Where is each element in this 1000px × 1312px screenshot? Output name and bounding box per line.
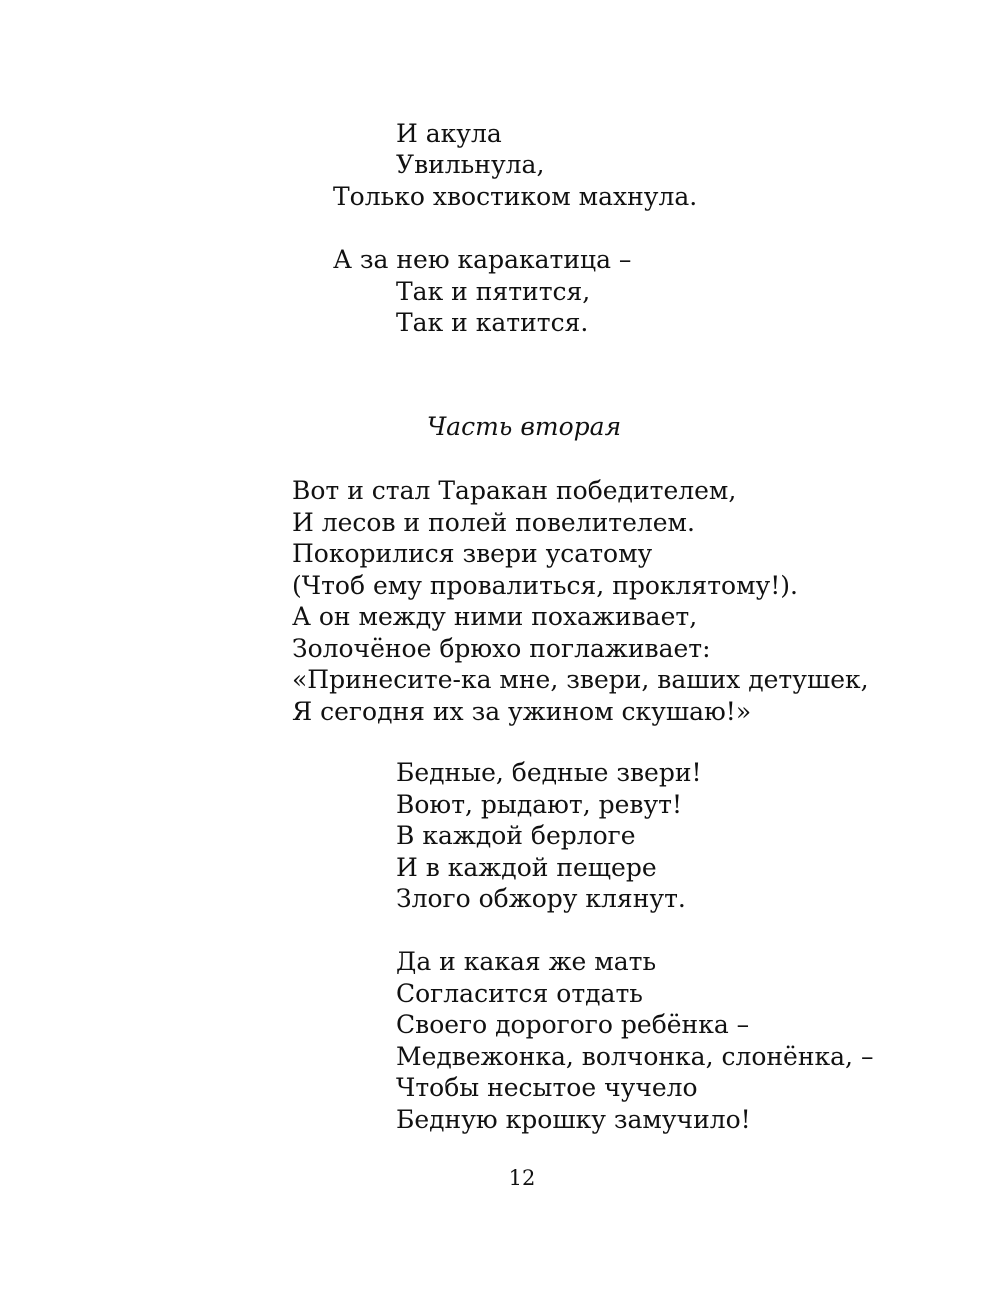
- poem-line: Злого обжору клянут.: [396, 884, 686, 913]
- section-heading: Часть вторая: [426, 412, 622, 441]
- poem-line: Своего дорогого ребёнка –: [396, 1010, 750, 1039]
- poem-line: (Чтоб ему провалиться, проклятому!).: [292, 571, 798, 600]
- poem-line: А за нею каракатица –: [333, 245, 632, 274]
- poem-line: Покорилися звери усатому: [292, 539, 653, 568]
- poem-line: Согласится отдать: [396, 979, 643, 1008]
- poem-line: Золочёное брюхо поглаживает:: [292, 634, 711, 663]
- poem-line: Увильнула,: [396, 150, 545, 179]
- poem-line: А он между ними похаживает,: [292, 602, 698, 631]
- poem-line: Бедные, бедные звери!: [396, 758, 702, 787]
- page-number: 12: [508, 1166, 536, 1190]
- poem-line: Бедную крошку замучило!: [396, 1105, 751, 1134]
- poem-line: Да и какая же мать: [396, 947, 657, 976]
- poem-line: И лесов и полей повелителем.: [292, 508, 695, 537]
- poem-line: Медвежонка, волчонка, слонёнка, –: [396, 1042, 874, 1071]
- poem-line: Так и пятится,: [396, 277, 591, 306]
- poem-line: В каждой берлоге: [396, 821, 636, 850]
- poem-line: Вот и стал Таракан победителем,: [292, 476, 737, 505]
- poem-line: «Принесите-ка мне, звери, ваших детушек,: [292, 665, 869, 694]
- poem-line: Я сегодня их за ужином скушаю!»: [292, 697, 752, 726]
- poem-line: Так и катится.: [396, 308, 589, 337]
- poem-line: И в каждой пещере: [396, 853, 657, 882]
- poem-line: Только хвостиком махнула.: [333, 182, 698, 211]
- poem-line: И акула: [396, 119, 502, 148]
- poem-line: Чтобы несытое чучело: [396, 1073, 698, 1102]
- poem-line: Воют, рыдают, ревут!: [396, 790, 683, 819]
